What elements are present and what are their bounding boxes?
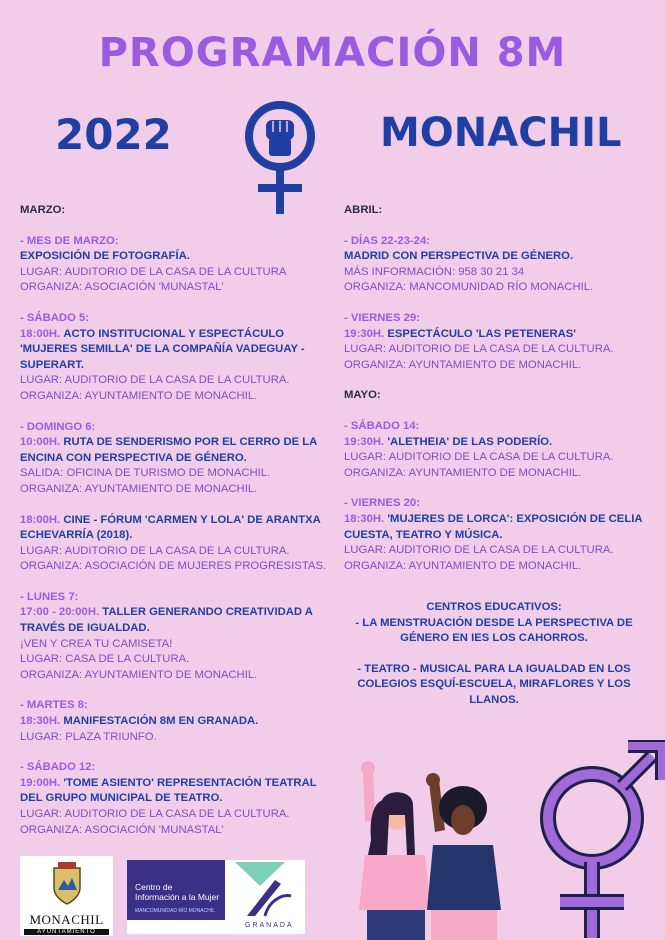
event-item [20, 590, 330, 684]
month-heading: ABRIL: [344, 204, 383, 216]
schools-item: - TEATRO - MUSICAL PARA LA IGUALDAD EN LOS COLEGIOS ESQUÍ-ESCUELA, MIRAFLORES Y LOS LLANOS. [357, 662, 631, 706]
event-detail: LUGAR: AUDITORIO DE LA CASA DE LA CULTURA. [20, 808, 290, 820]
cim-small: MANCOMUNIDAD RÍO MONACHIL [135, 908, 216, 914]
event-item [344, 234, 644, 296]
event-time: 18:00H. [20, 513, 61, 526]
event-detail: LUGAR: AUDITORIO DE LA CASA DE LA CULTURA. [344, 544, 614, 557]
women-illustration [335, 760, 515, 940]
event-headline: EXPOSICIÓN DE FOTOGRAFÍA. [20, 250, 190, 263]
event-item [344, 419, 644, 481]
event-headline: RUTA DE SENDERISMO POR EL CERRO DE LA ENCINA CON PERSPECTIVA DE GÉNERO. [20, 436, 317, 464]
event-headline: MADRID CON PERSPECTIVA DE GÉNERO. [344, 250, 574, 263]
march-column [20, 203, 330, 853]
event-detail: ORGANIZA: ASOCIACIÓN 'MUNASTAL' [20, 281, 224, 294]
event-detail: LUGAR: AUDITORIO DE LA CASA DE LA CULTURA [20, 265, 287, 278]
event-detail: MÁS INFORMACIÓN: 958 30 21 34 [344, 265, 525, 278]
event-detail: ORGANIZA: AYUNTAMIENTO DE MONACHIL. [20, 482, 258, 495]
event-item [20, 760, 330, 838]
event-detail: ORGANIZA: ASOCIACIÓN DE MUJERES PROGRESISTAS. [20, 560, 327, 573]
event-headline: 'TOME ASIENTO' REPRESENTACIÓN TEATRAL DEL GRUPO MUNICIPAL DE TEATRO. [20, 776, 317, 805]
event-detail: ORGANIZA: AYUNTAMIENTO DE MONACHIL. [344, 466, 582, 479]
year-label: 2022 [55, 110, 172, 159]
cim-logo [127, 860, 305, 934]
event-date: - SÁBADO 14: [344, 419, 420, 432]
event-headline: ESPECTÁCULO 'LAS PETENERAS' [387, 327, 576, 340]
event-detail: LUGAR: AUDITORIO DE LA CASA DE LA CULTURA. [20, 374, 290, 387]
cim-city: GRANADA [245, 922, 294, 929]
event-detail: ORGANIZA: AYUNTAMIENTO DE MONACHIL. [344, 358, 582, 371]
event-time: 10:00H. [20, 436, 61, 449]
event-item [20, 234, 330, 296]
event-item [20, 311, 330, 405]
cim-line2: Información a la Mujer [135, 892, 220, 902]
cim-emblem-icon [225, 860, 305, 920]
schools-item: - LA MENSTRUACIÓN DESDE LA PERSPECTIVA DE GÉNERO EN IES LOS CAHORROS. [355, 616, 633, 645]
event-detail: ORGANIZA: AYUNTAMIENTO DE MONACHIL. [344, 559, 582, 572]
event-detail: ORGANIZA: ASOCIACIÓN 'MUNASTAL' [20, 823, 224, 836]
event-detail: ORGANIZA: AYUNTAMIENTO DE MONACHIL. [20, 389, 258, 402]
event-detail: LUGAR: AUDITORIO DE LA CASA DE LA CULTURA. [344, 343, 614, 356]
event-time: 19:30H. [344, 327, 385, 340]
female-fist-symbol-icon [236, 98, 324, 216]
event-date: - MES DE MARZO: [20, 234, 119, 247]
event-detail: LUGAR: PLAZA TRIUNFO. [20, 730, 157, 743]
event-date: - VIERNES 20: [344, 497, 420, 510]
event-time: 19:30H. [344, 435, 385, 448]
event-item [20, 513, 330, 575]
event-date: - MARTES 8: [20, 699, 88, 712]
cim-line1: Centro de [135, 882, 173, 892]
event-detail: ORGANIZA: AYUNTAMIENTO DE MONACHIL. [20, 668, 258, 681]
event-detail: SALIDA: OFICINA DE TURISMO DE MONACHIL. [20, 467, 271, 480]
monachil-logo [20, 856, 113, 936]
event-time: 18:30H. [20, 715, 61, 728]
event-headline: 'ALETHEIA' DE LAS PODERÍO. [387, 435, 553, 448]
month-heading: MAYO: [344, 389, 381, 402]
monachil-subtitle: AYUNTAMIENTO [24, 929, 109, 935]
event-time: 19:00H. [20, 776, 61, 789]
event-item [344, 496, 644, 574]
event-headline: TALLER GENERANDO CREATIVIDAD A TRAVÉS DE IGUALDAD. [20, 606, 313, 635]
event-headline: 'MUJERES DE LORCA': EXPOSICIÓN DE CELIA CUESTA, TEATRO Y MÚSICA. [344, 512, 643, 541]
coat-of-arms-icon [48, 860, 86, 906]
event-detail: LUGAR: AUDITORIO DE LA CASA DE LA CULTURA. [20, 544, 290, 557]
event-item [20, 698, 330, 745]
event-detail: ¡VEN Y CREA TU CAMISETA! [20, 637, 173, 650]
event-item [344, 311, 644, 373]
page-title: PROGRAMACIÓN 8M [98, 30, 567, 76]
month-heading: MARZO: [20, 204, 66, 216]
event-date: - SÁBADO 5: [20, 311, 90, 324]
event-date: - SÁBADO 12: [20, 761, 96, 774]
event-time: 17:00 - 20:00H. [20, 606, 100, 619]
event-time: 18:00H. [20, 327, 61, 340]
event-item [20, 420, 330, 498]
event-date: - DÍAS 22-23-24: [344, 234, 431, 247]
event-headline: ACTO INSTITUCIONAL Y ESPECTÁCULO 'MUJERES SEMILLA' DE LA COMPAÑÍA VADEGUAY - SUPERART. [20, 327, 305, 371]
event-date: - VIERNES 29: [344, 311, 420, 324]
schools-title: CENTROS EDUCATIVOS: [426, 601, 562, 613]
gender-symbol-icon [530, 740, 665, 940]
schools-section [344, 600, 644, 724]
april-may-column [344, 203, 644, 589]
event-headline: MANIFESTACIÓN 8M EN GRANADA. [63, 715, 259, 728]
town-label: MONACHIL [380, 110, 622, 156]
monachil-name: MONACHIL [29, 912, 104, 927]
event-date: - DOMINGO 6: [20, 420, 96, 433]
event-detail: ORGANIZA: MANCOMUNIDAD RÍO MONACHIL. [344, 281, 594, 294]
event-detail: LUGAR: AUDITORIO DE LA CASA DE LA CULTURA. [344, 451, 614, 464]
event-detail: LUGAR: CASA DE LA CULTURA. [20, 653, 190, 666]
event-date: - LUNES 7: [20, 590, 79, 603]
event-headline: CINE - FÓRUM 'CARMEN Y LOLA' DE ARANTXA ECHEVARRÍA (2018). [20, 513, 321, 542]
event-time: 18:30H. [344, 512, 385, 525]
